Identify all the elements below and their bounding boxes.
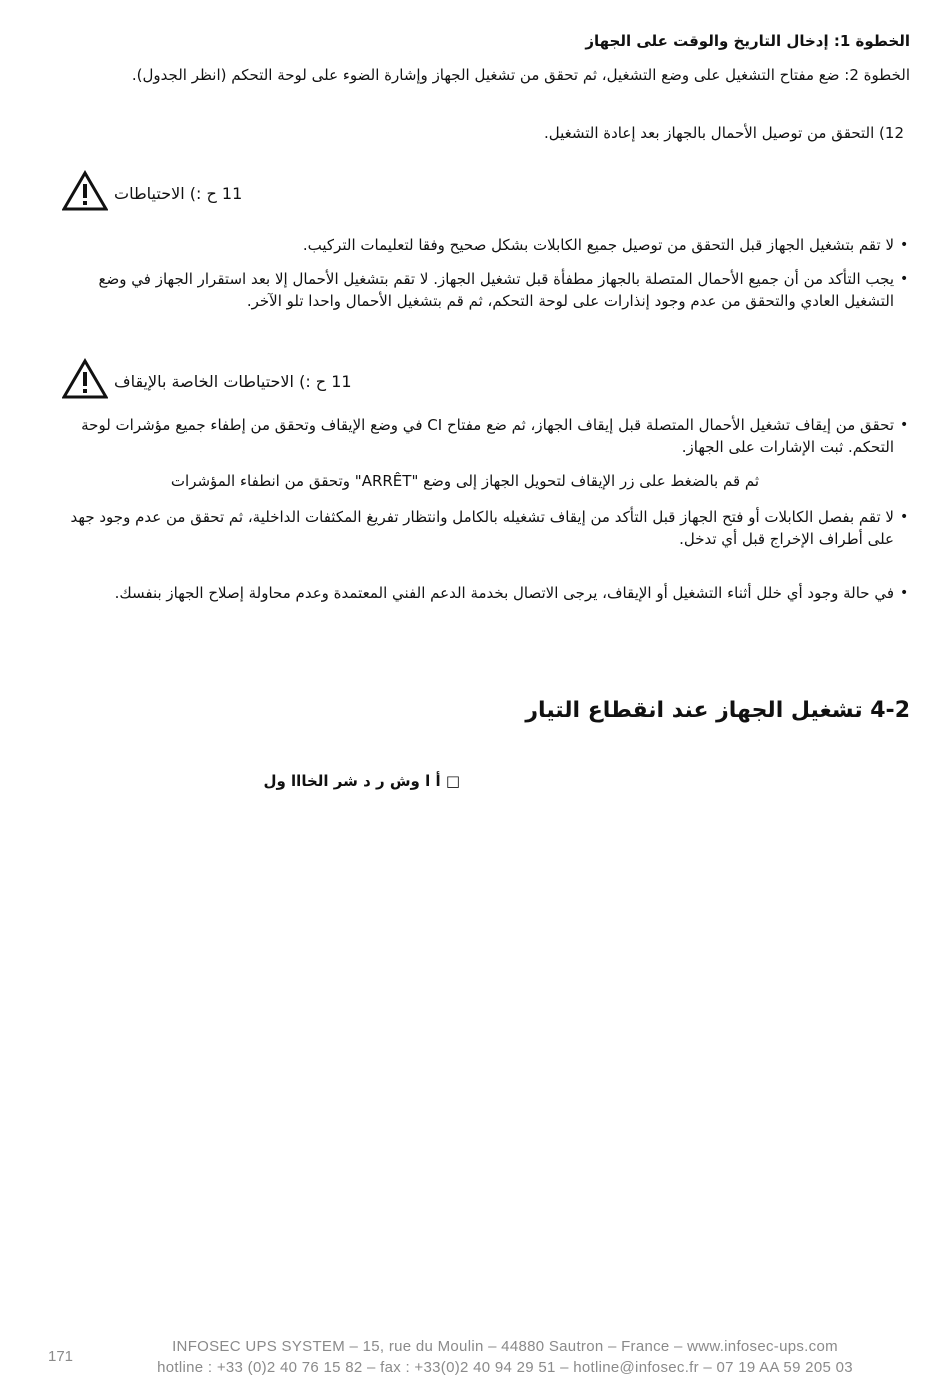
- section-title: 4-2 تشغيل الجهاز عند انقطاع التيار: [525, 698, 910, 723]
- bullet-text: في حالة وجود أي خلل أثناء التشغيل أو الإيقاف، يرجى الاتصال بخدمة الدعم الفني المعتمدة وعدم محاولة إصلاح الجهاز بنفسك.: [114, 584, 894, 602]
- bullet-dot-icon: •: [900, 417, 909, 433]
- warning-triangle-icon: [62, 358, 108, 400]
- footer-line-company: INFOSEC UPS SYSTEM – 15, rue du Moulin – 44880 Sautron – France – www.infosec-ups.com: [172, 1338, 838, 1355]
- warning-header-1: [62, 170, 910, 214]
- list-item: [60, 582, 909, 626]
- footer-line-hotline: hotline : +33 (0)2 40 76 15 82 – fax : +33(0)2 40 94 29 51 – hotline@infosec.fr – 07 19 AA 59 205 03: [157, 1359, 853, 1376]
- warning-title-2: 11 ح :) الاحتياطات الخاصة بالإيقاف: [114, 372, 352, 391]
- bullet-text: تحقق من إيقاف تشغيل الأحمال المتصلة قبل إيقاف الجهاز، ثم ضع مفتاح CI في وضع الإيقاف وتحقق من إطفاء جميع مؤشرات لوحة التحكم. ثبت الإشارات على الجهاز.: [81, 416, 894, 456]
- bullet-text: لا تقم بفصل الكابلات أو فتح الجهاز قبل التأكد من إيقاف تشغيله بالكامل وانتظار تفريغ المكثفات الداخلية، ثم تحقق من عدم وجود جهد على أطراف الإخراج قبل أي تدخل.: [70, 508, 894, 548]
- section-heading: [440, 698, 910, 732]
- bullet-dot-icon: •: [900, 585, 909, 601]
- bullet-text: لا تقم بتشغيل الجهاز قبل التحقق من توصيل جميع الكابلات بشكل صحيح وفقا لتعليمات التركيب.: [302, 236, 894, 254]
- footer-contact: [110, 1336, 900, 1378]
- list-item: [60, 414, 909, 458]
- warning-1-list: [60, 234, 910, 344]
- step-2: الخطوة 2: ضع مفتاح التشغيل على وضع التشغيل، ثم تحقق من تشغيل الجهاز وإشارة الضوء على لوحة التحكم (انظر الجدول).: [131, 66, 910, 84]
- page-number: 171: [48, 1348, 74, 1365]
- section-subtitle: □ أ ا وش ر د شر الخااا ول: [263, 772, 460, 790]
- warning-title-1: 11 ح :) الاحتياطات: [114, 184, 243, 203]
- warning-header-2: [62, 358, 910, 402]
- warning-2-list: [60, 414, 910, 468]
- page-footer: [0, 1336, 950, 1380]
- bullet-text: يجب التأكد من أن جميع الأحمال المتصلة بالجهاز مطفأة قبل تشغيل الجهاز. لا تقم بتشغيل الأحمال إلا بعد استقرار الجهاز في وضع التشغيل العادي والتحقق من عدم وجود إنذارات على لوحة التحكم، ثم قم بتشغيل الأحمال واحدا تلو الآخر.: [98, 270, 894, 310]
- arret-instruction: ثم قم بالضغط على زر الإيقاف لتحويل الجهاز إلى وضع "ARRÊT" وتحقق من انطفاء المؤشرات: [170, 472, 760, 490]
- bullet-dot-icon: •: [900, 271, 909, 287]
- list-item: [60, 506, 909, 572]
- warning-2-list-cont: [60, 506, 910, 636]
- warning-triangle-icon: [62, 170, 108, 212]
- step-1: الخطوة 1: إدخال التاريخ والوقت على الجهاز: [585, 32, 910, 50]
- step-12: 12) التحقق من توصيل الأحمال بالجهاز بعد إعادة التشغيل.: [543, 124, 904, 142]
- list-item: [60, 234, 909, 258]
- bullet-dot-icon: •: [900, 237, 909, 253]
- list-item: [60, 268, 909, 334]
- bullet-dot-icon: •: [900, 509, 909, 525]
